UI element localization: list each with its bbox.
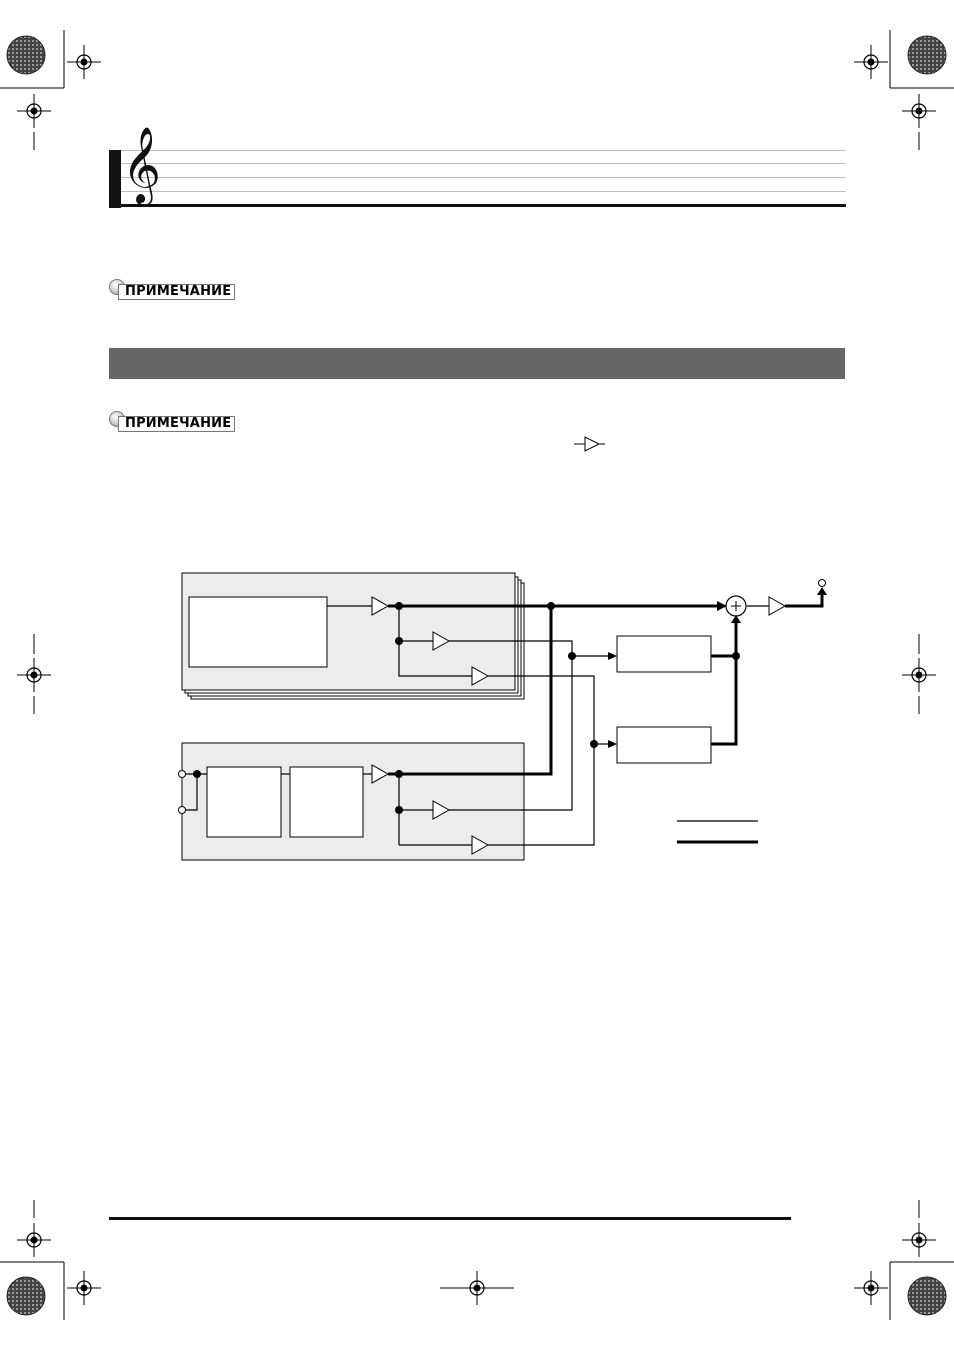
- lower-block-1: [207, 767, 281, 837]
- note-label: ПРИМЕЧАНИЕ: [118, 416, 235, 432]
- input-jack-icon: [179, 807, 186, 814]
- output-jack-icon: [819, 580, 826, 587]
- lower-block-2: [290, 767, 363, 837]
- summing-junction-icon: [726, 596, 746, 616]
- treble-clef-icon: 𝄞: [122, 126, 162, 203]
- amplifier-triangle-icon: [372, 597, 785, 854]
- upper-source-block: [189, 597, 327, 667]
- note-label: ПРИМЕЧАНИЕ: [118, 284, 235, 300]
- effect-block-upper: [617, 636, 711, 672]
- input-jack-icon: [179, 771, 186, 778]
- effect-block-lower: [617, 727, 711, 763]
- diagram-legend: [677, 821, 758, 842]
